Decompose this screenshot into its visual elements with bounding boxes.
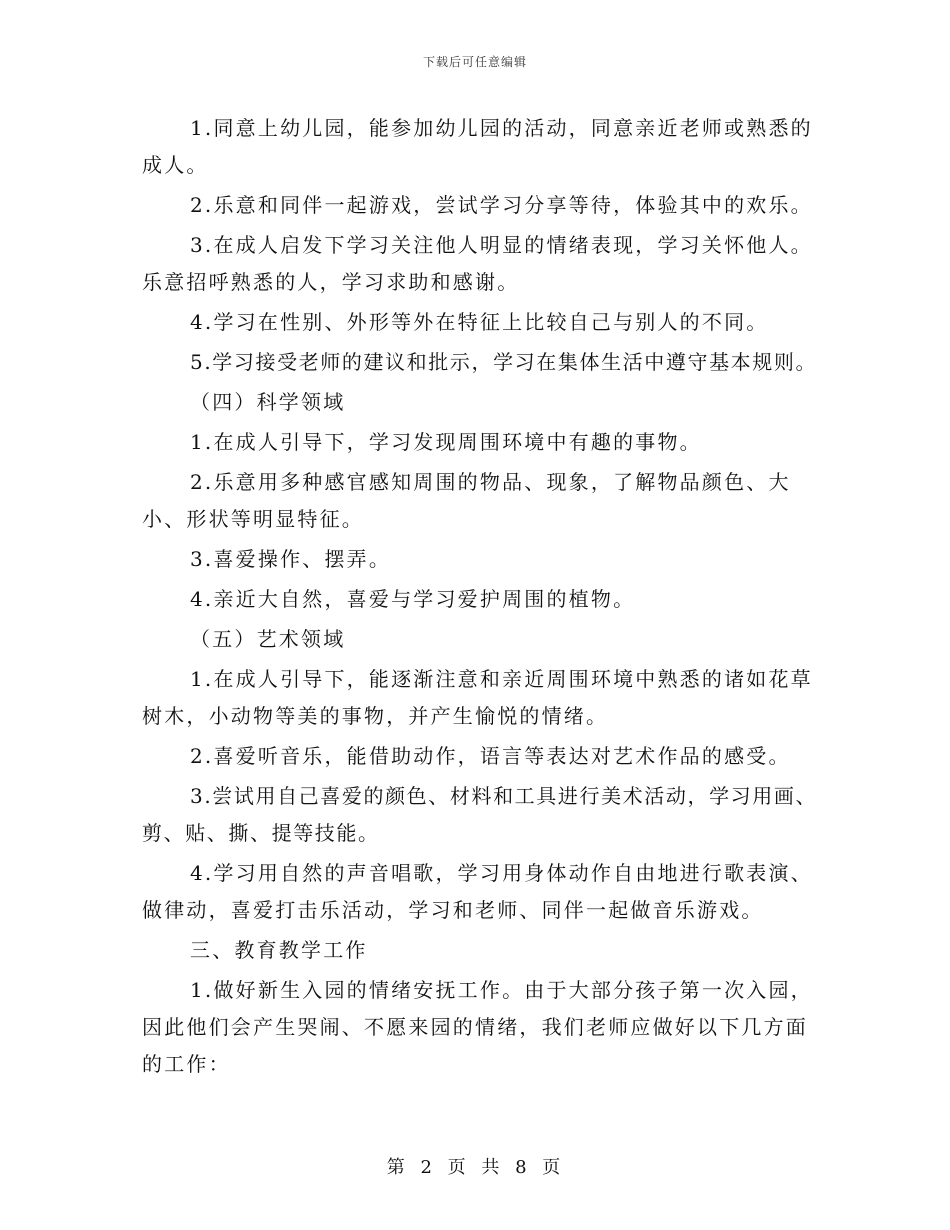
paragraph-social-1: 1.同意上幼儿园，能参加幼儿园的活动，同意亲近老师或熟悉的成人。 (142, 116, 813, 177)
paragraph-science-4: 4.亲近大自然，喜爱与学习爱护周围的植物。 (190, 587, 636, 611)
paragraph-art-1: 1.在成人引导下，能逐渐注意和亲近周围环境中熟悉的诸如花草树木，小动物等美的事物，并产生愉悦的情绪。 (142, 667, 813, 728)
paragraph-art-2: 2.喜爱听音乐，能借助动作，语言等表达对艺术作品的感受。 (190, 744, 791, 768)
page-number: 第 2 页 共 8 页 (386, 1157, 564, 1178)
section-heading-art: （五）艺术领域 (190, 627, 346, 651)
paragraph-teaching-1: 1.做好新生入园的情绪安抚工作。由于大部分孩子第一次入园，因此他们会产生哭闹、不愿来园的情绪，我们老师应做好以下几方面的工作： (142, 978, 813, 1076)
paragraph-social-3: 3.在成人启发下学习关注他人明显的情绪表现，学习关怀他人。乐意招呼熟悉的人，学习求助和感谢。 (142, 233, 813, 294)
section-heading-teaching: 三、教育教学工作 (190, 938, 368, 962)
page-header-note: 下载后可任意编辑 (422, 55, 527, 69)
paragraph-science-1: 1.在成人引导下，学习发现周围环境中有趣的事物。 (190, 430, 702, 454)
paragraph-art-4: 4.学习用自然的声音唱歌，学习用身体动作自由地进行歌表演、做律动，喜爱打击乐活动，学习和老师、同伴一起做音乐游戏。 (142, 861, 813, 922)
paragraph-social-5: 5.学习接受老师的建议和批示，学习在集体生活中遵守基本规则。 (190, 350, 818, 374)
paragraph-social-4: 4.学习在性别、外形等外在特征上比较自己与别人的不同。 (190, 310, 769, 334)
paragraph-science-2: 2.乐意用多种感官感知周围的物品、现象，了解物品颜色、大小、形状等明显特征。 (142, 470, 791, 531)
paragraph-science-3: 3.喜爱操作、摆弄。 (190, 547, 392, 571)
paragraph-social-2: 2.乐意和同伴一起游戏，尝试学习分享等待，体验其中的欢乐。 (190, 193, 813, 217)
section-heading-science: （四）科学领域 (190, 390, 346, 414)
document-body (142, 110, 822, 1086)
paragraph-art-3: 3.尝试用自己喜爱的颜色、材料和工具进行美术活动，学习用画、剪、贴、撕、提等技能。 (142, 784, 818, 845)
